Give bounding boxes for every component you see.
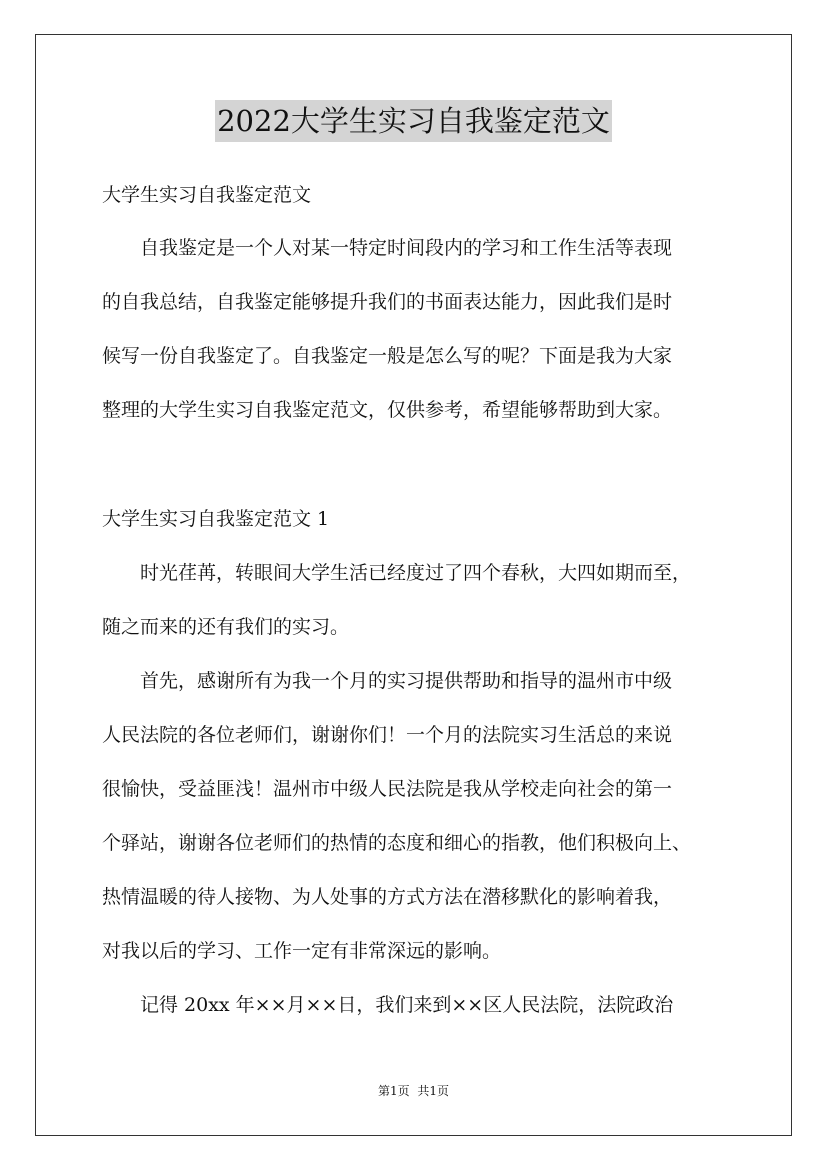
paragraph-line: 随之而来的还有我们的实习。 (102, 616, 350, 638)
paragraph-line: 首先，感谢所有为我一个月的实习提供帮助和指导的温州市中级 (102, 670, 673, 692)
paragraph-line: 的自我总结，自我鉴定能够提升我们的书面表达能力，因此我们是时 (102, 291, 673, 313)
section-heading: 大学生实习自我鉴定范文 1 (102, 508, 330, 530)
document-title: 2022大学生实习自我鉴定范文 (215, 100, 612, 142)
title-container (0, 100, 827, 142)
paragraph-line: 时光荏苒，转眼间大学生活已经度过了四个春秋，大四如期而至， (102, 562, 692, 584)
paragraph-line: 记得 20xx 年××月××日，我们来到××区人民法院，法院政治 (102, 994, 674, 1016)
paragraph-line: 人民法院的各位老师们，谢谢你们！一个月的法院实习生活总的来说 (102, 724, 673, 746)
paragraph-line: 个驿站，谢谢各位老师们的热情的态度和细心的指教，他们积极向上、 (102, 832, 692, 854)
paragraph-line: 热情温暖的待人接物、为人处事的方式方法在潜移默化的影响着我， (102, 886, 673, 908)
page-footer (0, 1083, 827, 1099)
paragraph-line: 整理的大学生实习自我鉴定范文，仅供参考，希望能够帮助到大家。 (102, 399, 673, 421)
paragraph-line: 很愉快，受益匪浅！温州市中级人民法院是我从学校走向社会的第一 (102, 778, 673, 800)
paragraph-line: 自我鉴定是一个人对某一特定时间段内的学习和工作生活等表现 (102, 237, 673, 259)
section-heading: 大学生实习自我鉴定范文 (102, 184, 312, 206)
page-number: 第1页 (377, 1084, 410, 1098)
paragraph-line: 候写一份自我鉴定了。自我鉴定一般是怎么写的呢？下面是我为大家 (102, 345, 673, 367)
paragraph-line: 对我以后的学习、工作一定有非常深远的影响。 (102, 940, 502, 962)
page-total: 共1页 (417, 1084, 450, 1098)
